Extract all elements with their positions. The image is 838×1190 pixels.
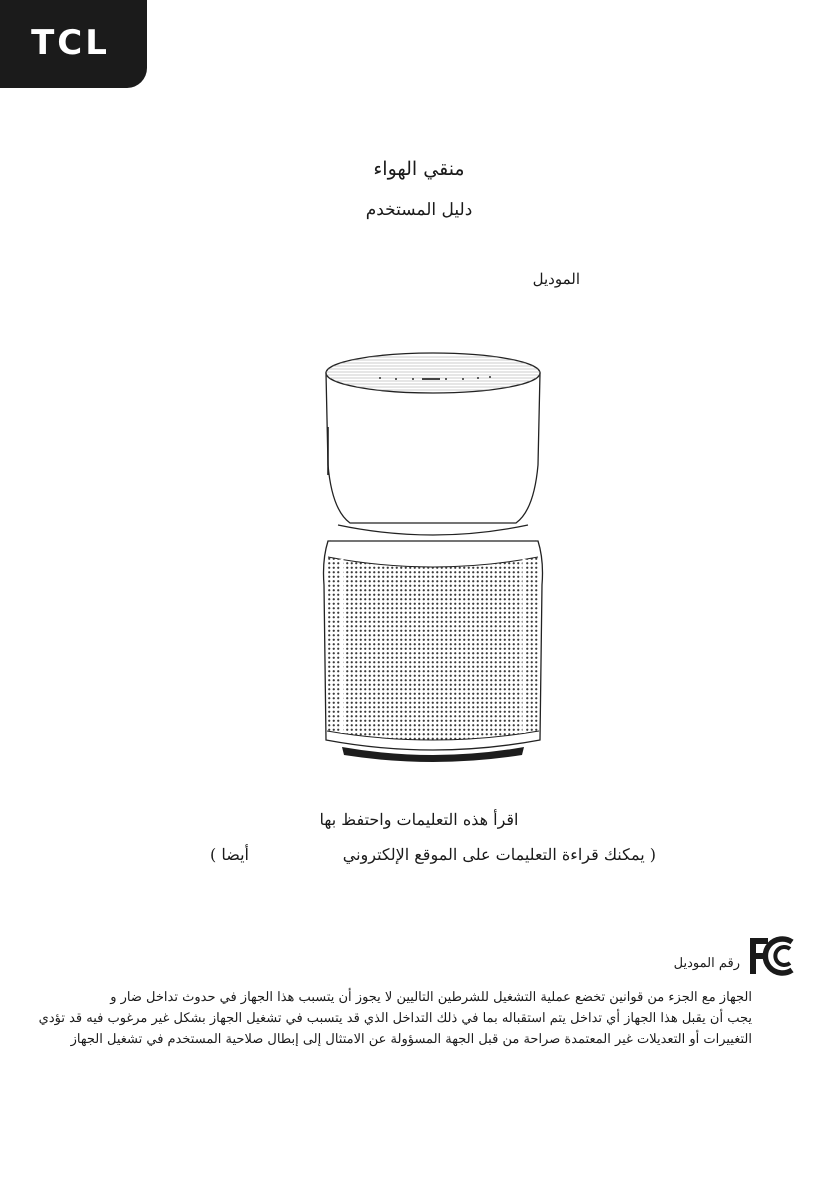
air-purifier-illustration: [318, 345, 548, 765]
model-label: الموديل: [532, 270, 580, 288]
fcc-statement-line: يجب أن يقبل هذا الجهاز أي تداخل يتم استقباله بما في ذلك التداخل الذي قد يتسبب في تشغيل الجهاز بشكل غير مرغوب فيه قد تؤدي: [38, 1011, 752, 1026]
read-keep-instructions: اقرأ هذه التعليمات واحتفظ بها: [319, 810, 519, 829]
fcc-statement-line: التغييرات أو التعديلات غير المعتمدة صراحة من قبل الجهة المسؤولة عن الامتثال إلى إبطال صلاحية المستخدم في تشغيل الجهاز: [70, 1032, 752, 1047]
fcc-logo: [746, 934, 796, 978]
manual-subtitle: دليل المستخدم: [365, 200, 473, 220]
fcc-statement-line: الجهاز مع الجزء من قوانين تخضع عملية التشغيل للشرطين التاليين لا يجوز أن يتسبب هذا الجهاز في حدوث تداخل ضار و: [110, 990, 752, 1005]
tcl-logo: [0, 0, 147, 88]
product-title: منقي الهواء: [373, 158, 465, 180]
online-note-close: أيضا ): [210, 845, 249, 864]
online-note-text: ( يمكنك قراءة التعليمات على الموقع الإلكتروني: [342, 845, 656, 864]
online-instructions-note: [210, 845, 656, 864]
fcc-logo-text: FC: [746, 934, 748, 935]
tcl-logo-text: TCL: [31, 23, 110, 63]
fcc-model-label: رقم الموديل: [673, 956, 740, 971]
